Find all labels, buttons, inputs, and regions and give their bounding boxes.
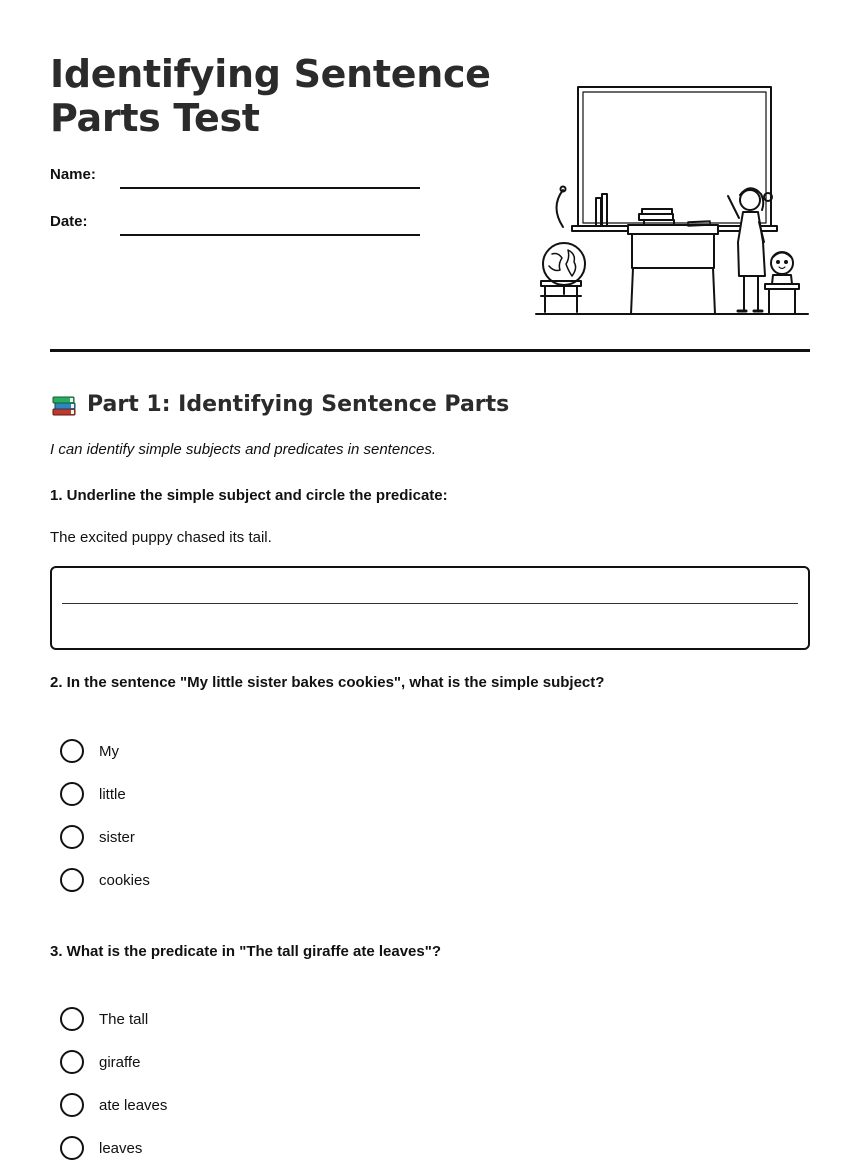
question-2-prompt: 2. In the sentence "My little sister bakes cookies", what is the simple subject? — [50, 674, 605, 691]
name-label: Name: — [50, 166, 96, 183]
worksheet-title — [50, 52, 510, 140]
radio-button[interactable] — [60, 1093, 84, 1117]
option-label: little — [99, 785, 126, 803]
chalkboard-inner — [583, 92, 766, 223]
radio-button[interactable] — [60, 1007, 84, 1031]
option-label: My — [99, 742, 119, 760]
option-label: The tall — [99, 1010, 149, 1028]
question-2-option-2[interactable] — [60, 781, 126, 807]
student-desk-top — [765, 284, 799, 289]
classroom-illustration — [532, 82, 812, 320]
option-label: leaves — [99, 1139, 143, 1157]
learning-objective: I can identify simple subjects and predicates in sentences. — [50, 441, 437, 458]
radio-button[interactable] — [60, 1136, 84, 1160]
title-line-2: Parts Test — [50, 96, 260, 140]
question-1-sentence: The excited puppy chased its tail. — [50, 529, 272, 546]
question-3-option-2[interactable] — [60, 1049, 140, 1075]
name-field-line[interactable] — [120, 187, 420, 189]
date-field-line[interactable] — [120, 234, 420, 236]
question-3-option-4[interactable] — [60, 1135, 142, 1161]
answer-line — [62, 603, 798, 604]
option-label: giraffe — [99, 1053, 141, 1071]
globe-icon — [543, 243, 585, 285]
question-2-option-4[interactable] — [60, 867, 150, 893]
question-2-option-1[interactable] — [60, 738, 119, 764]
radio-button[interactable] — [60, 739, 84, 763]
globe-stand-top — [541, 281, 581, 286]
radio-button[interactable] — [60, 868, 84, 892]
teacher-desk-body — [632, 234, 714, 268]
section-title: Part 1: Identifying Sentence Parts — [87, 391, 510, 417]
question-3-option-1[interactable] — [60, 1006, 148, 1032]
title-line-1: Identifying Sentence — [50, 52, 491, 96]
teacher-desk-top — [628, 225, 718, 234]
option-label: ate leaves — [99, 1096, 168, 1114]
globe-arc — [557, 190, 564, 227]
section-divider — [50, 349, 810, 352]
date-label: Date: — [50, 213, 88, 230]
radio-button[interactable] — [60, 782, 84, 806]
radio-button[interactable] — [60, 1050, 84, 1074]
book-icon — [596, 198, 601, 226]
teacher-body — [738, 212, 765, 276]
question-2-option-3[interactable] — [60, 824, 135, 850]
globe-pin — [561, 187, 566, 192]
question-1-answer-box[interactable] — [50, 566, 810, 650]
radio-button[interactable] — [60, 825, 84, 849]
book-icon — [602, 194, 607, 226]
question-3-option-3[interactable] — [60, 1092, 167, 1118]
option-label: cookies — [99, 871, 150, 889]
books-icon — [50, 390, 78, 418]
section-header — [50, 388, 509, 420]
question-3-prompt: 3. What is the predicate in "The tall giraffe ate leaves"? — [50, 943, 442, 960]
question-1-prompt: 1. Underline the simple subject and circle the predicate: — [50, 487, 448, 504]
option-label: sister — [99, 828, 135, 846]
